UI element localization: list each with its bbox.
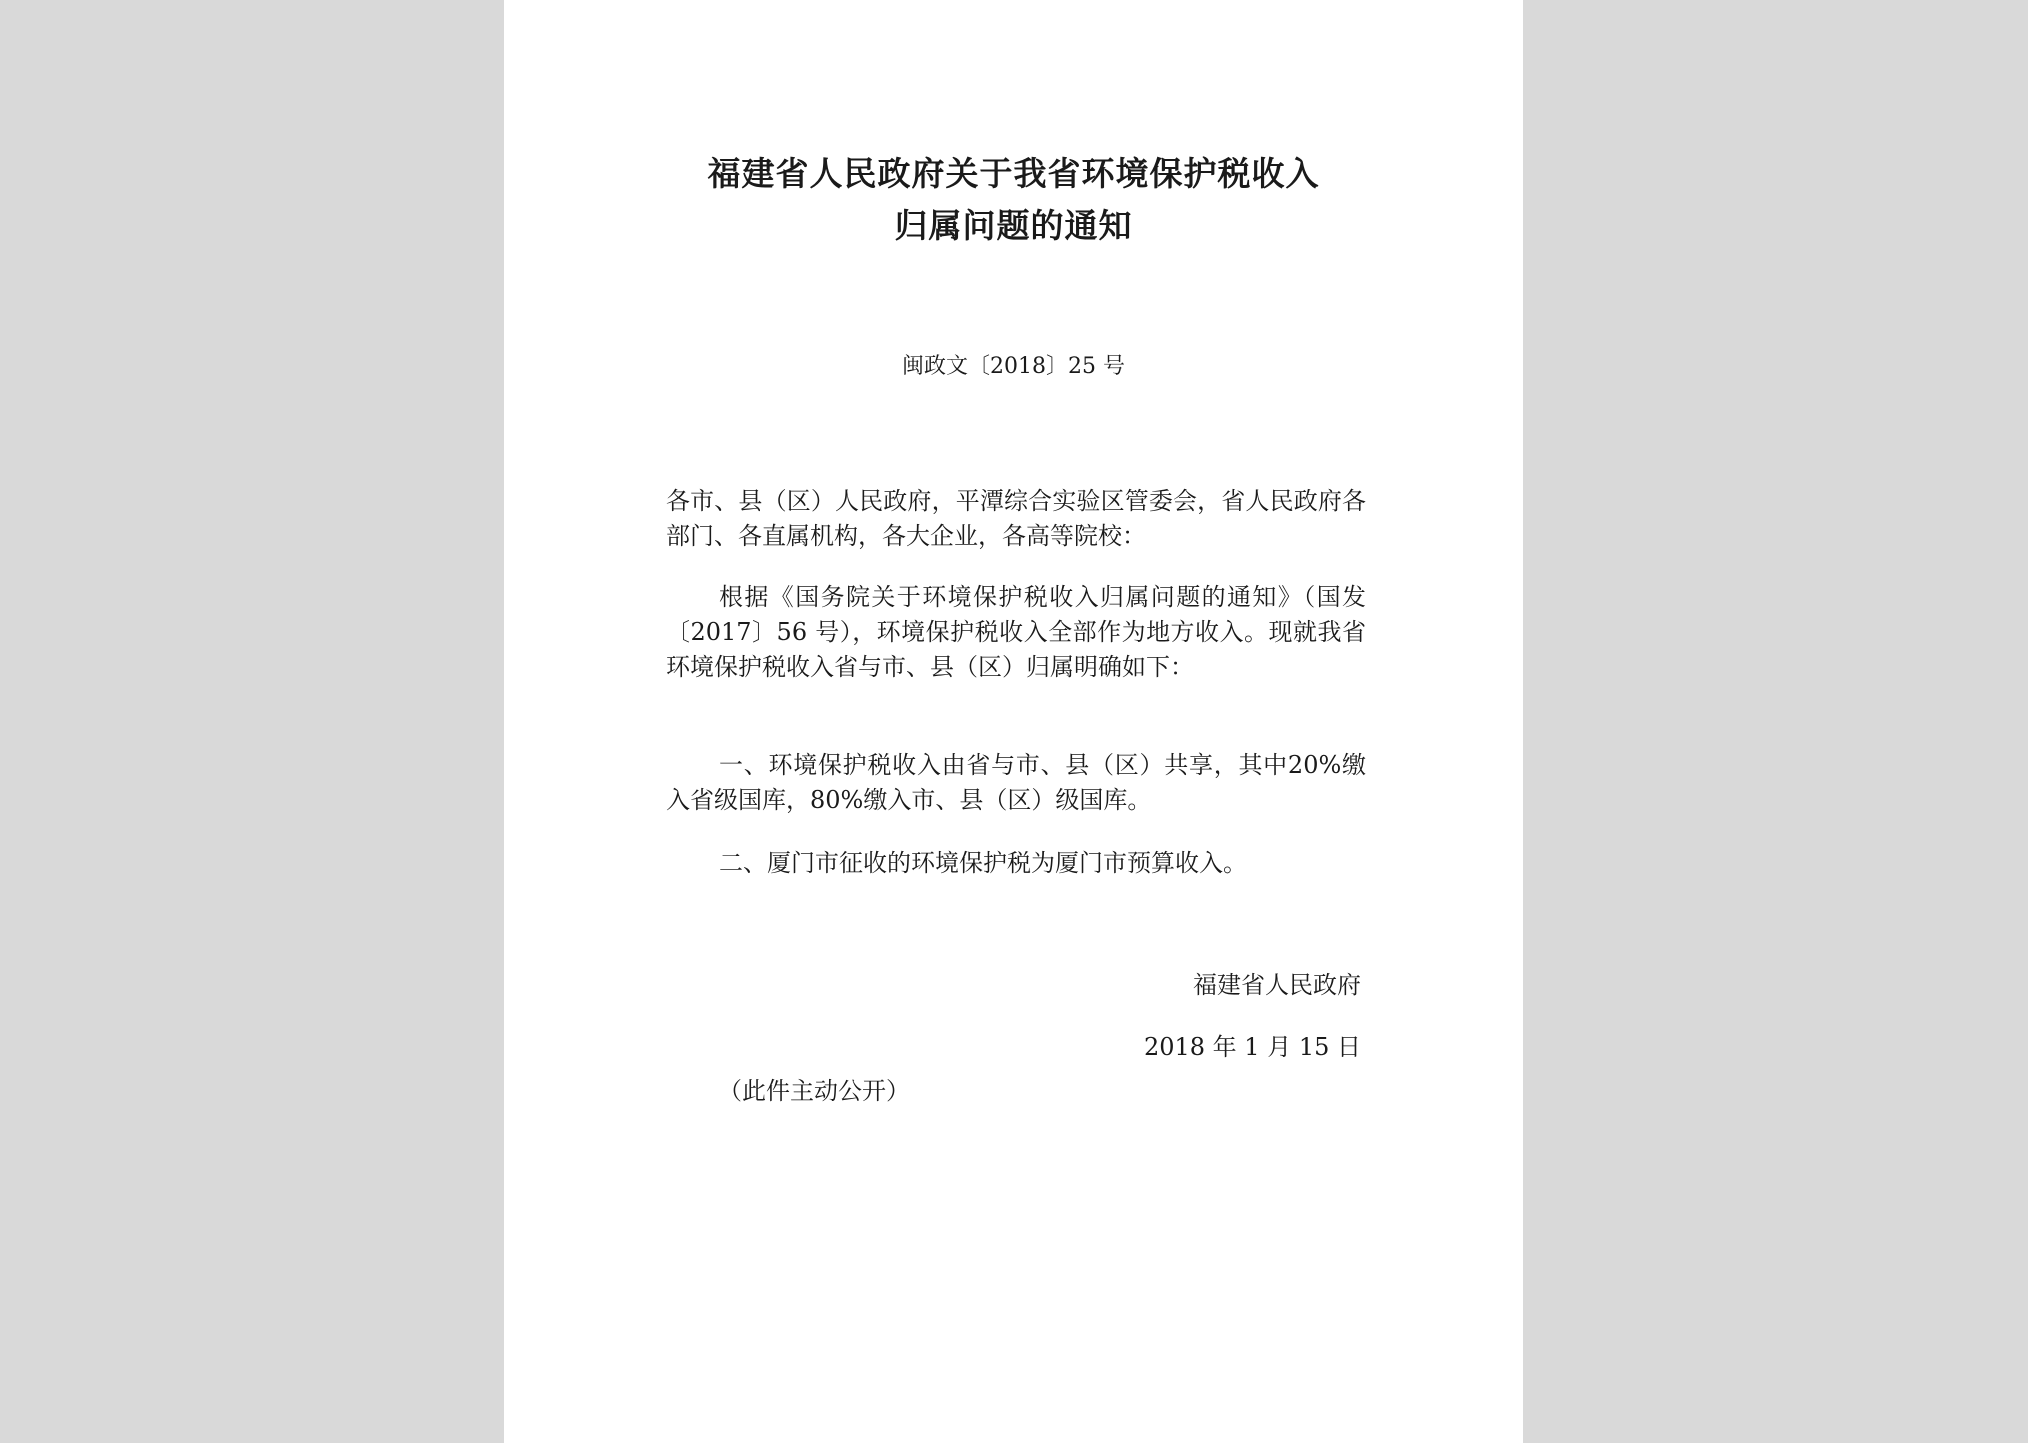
- document-page: [504, 0, 1523, 1443]
- paragraph-item-1: 一、环境保护税收入由省与市、县（区）共享，其中20%缴入省级国库，80%缴入市、县（区）级国库。: [666, 751, 1366, 814]
- signature-date: 2018 年 1 月 15 日: [1143, 1033, 1361, 1061]
- document-title: [504, 148, 1523, 252]
- document-number: 闽政文〔2018〕25 号: [902, 354, 1125, 379]
- signature-organization: 福建省人民政府: [1193, 971, 1361, 999]
- paragraph-intro: 根据《国务院关于环境保护税收入归属问题的通知》（国发〔2017〕56 号），环境保护税收入全部作为地方收入。现就我省环境保护税收入省与市、县（区）归属明确如下：: [666, 583, 1366, 681]
- salutation: 各市、县（区）人民政府，平潭综合实验区管委会，省人民政府各部门、各直属机构，各大企业，各高等院校：: [666, 487, 1366, 550]
- paragraph-item-2: 二、厦门市征收的环境保护税为厦门市预算收入。: [719, 849, 1247, 877]
- title-line-2: 归属问题的通知: [894, 206, 1133, 245]
- disclosure-note: （此件主动公开）: [718, 1077, 910, 1105]
- title-line-1: 福建省人民政府关于我省环境保护税收入: [707, 154, 1320, 193]
